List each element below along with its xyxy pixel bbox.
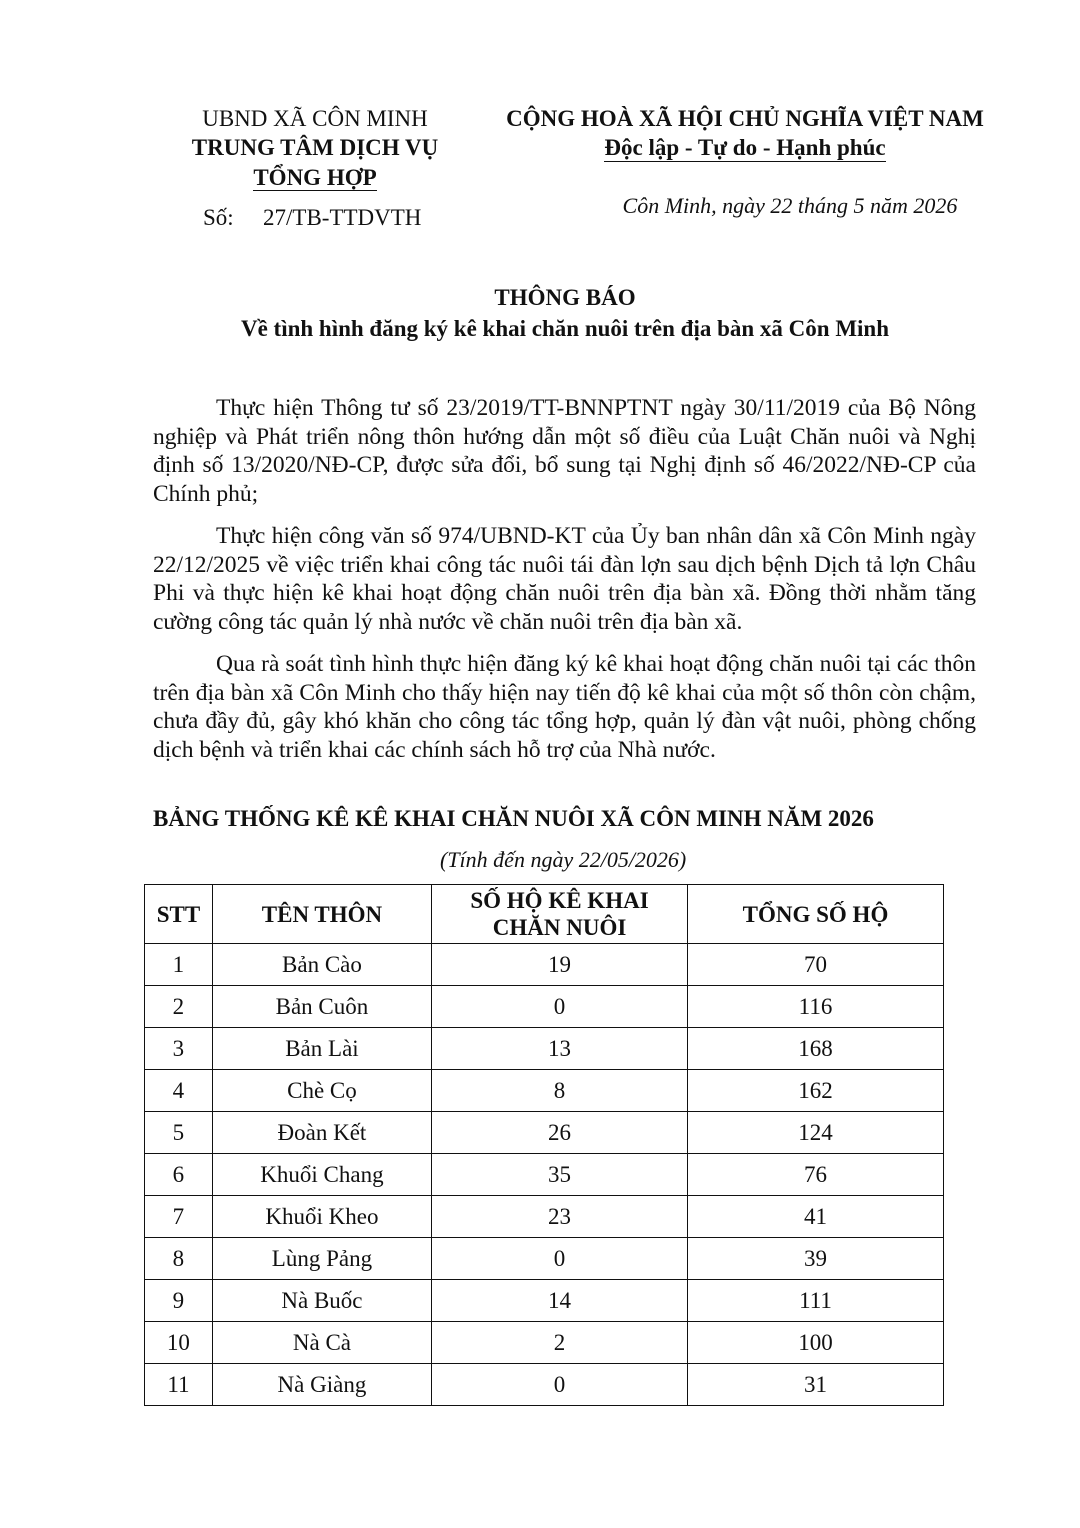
cell-stt: 10 xyxy=(145,1322,213,1364)
header-registered-line2: CHĂN NUÔI xyxy=(492,915,627,940)
header-stt: STT xyxy=(145,885,213,944)
cell-village: Bản Lài xyxy=(212,1028,431,1070)
table-title: BẢNG THỐNG KÊ KÊ KHAI CHĂN NUÔI XÃ CÔN MINH NĂM 2026 xyxy=(153,806,874,831)
cell-total: 124 xyxy=(688,1112,944,1154)
table-row xyxy=(145,1028,944,1070)
table-header-row xyxy=(145,885,944,944)
cell-stt: 5 xyxy=(145,1112,213,1154)
cell-village: Nà Giàng xyxy=(212,1364,431,1406)
header-village: TÊN THÔN xyxy=(212,885,431,944)
national-motto xyxy=(490,133,1000,163)
cell-stt: 7 xyxy=(145,1196,213,1238)
agency-name-line2 xyxy=(150,163,480,193)
table-row xyxy=(145,1322,944,1364)
cell-registered: 23 xyxy=(432,1196,688,1238)
cell-village: Bản Cào xyxy=(212,944,431,986)
document-subtitle: Về tình hình đăng ký kê khai chăn nuôi trên địa bàn xã Côn Minh xyxy=(240,316,890,341)
agency-parent: UBND XÃ CÔN MINH xyxy=(202,106,428,131)
header-total: TỔNG SỐ HỘ xyxy=(688,885,944,944)
agency-name-line1: TRUNG TÂM DỊCH VỤ xyxy=(191,135,439,160)
table-note: (Tính đến ngày 22/05/2026) xyxy=(440,847,687,872)
table-row xyxy=(145,1280,944,1322)
cell-stt: 1 xyxy=(145,944,213,986)
cell-stt: 3 xyxy=(145,1028,213,1070)
cell-registered: 35 xyxy=(432,1154,688,1196)
document-number-label: Số: xyxy=(203,205,234,230)
header-registered-line1: SỐ HỘ KÊ KHAI xyxy=(470,888,649,913)
cell-registered: 13 xyxy=(432,1028,688,1070)
agency-name-line2-text: TỔNG HỢP xyxy=(253,165,377,190)
cell-registered: 19 xyxy=(432,944,688,986)
cell-total: 116 xyxy=(688,986,944,1028)
cell-registered: 2 xyxy=(432,1322,688,1364)
cell-village: Nà Cà xyxy=(212,1322,431,1364)
cell-village: Chè Cọ xyxy=(212,1070,431,1112)
cell-total: 70 xyxy=(688,944,944,986)
table-row xyxy=(145,986,944,1028)
cell-registered: 0 xyxy=(432,986,688,1028)
cell-stt: 2 xyxy=(145,986,213,1028)
cell-total: 31 xyxy=(688,1364,944,1406)
cell-village: Nà Buốc xyxy=(212,1280,431,1322)
document-title: THÔNG BÁO xyxy=(494,285,636,310)
cell-registered: 0 xyxy=(432,1364,688,1406)
table-row xyxy=(145,1112,944,1154)
cell-total: 39 xyxy=(688,1238,944,1280)
livestock-registration-table xyxy=(144,884,944,1406)
cell-total: 168 xyxy=(688,1028,944,1070)
cell-village: Bản Cuôn xyxy=(212,986,431,1028)
cell-total: 100 xyxy=(688,1322,944,1364)
cell-stt: 9 xyxy=(145,1280,213,1322)
document-number-value: 27/TB-TTDVTH xyxy=(263,205,422,230)
document-number xyxy=(203,203,421,233)
table-row xyxy=(145,1070,944,1112)
cell-total: 162 xyxy=(688,1070,944,1112)
cell-registered: 26 xyxy=(432,1112,688,1154)
cell-village: Khuổi Kheo xyxy=(212,1196,431,1238)
cell-registered: 0 xyxy=(432,1238,688,1280)
table-row xyxy=(145,944,944,986)
cell-total: 41 xyxy=(688,1196,944,1238)
cell-village: Lùng Pảng xyxy=(212,1238,431,1280)
table-body xyxy=(145,944,944,1406)
cell-total: 76 xyxy=(688,1154,944,1196)
table-row xyxy=(145,1364,944,1406)
cell-stt: 6 xyxy=(145,1154,213,1196)
cell-village: Khuổi Chang xyxy=(212,1154,431,1196)
national-motto-text: Độc lập - Tự do - Hạnh phúc xyxy=(604,135,886,160)
cell-stt: 4 xyxy=(145,1070,213,1112)
cell-village: Đoàn Kết xyxy=(212,1112,431,1154)
cell-stt: 11 xyxy=(145,1364,213,1406)
header-registered xyxy=(432,885,688,944)
cell-registered: 14 xyxy=(432,1280,688,1322)
body-paragraph-1: Thực hiện Thông tư số 23/2019/TT-BNNPTNT ngày 30/11/2019 của Bộ Nông nghiệp và Phát triển nông thôn hướng dẫn một số điều của Luật Chăn nuôi và Nghị định số 13/2020/NĐ-CP, được sửa đổi, bổ sung tại Nghị định số 46/2022/NĐ-CP của Chính phủ; xyxy=(153,395,976,507)
table-row xyxy=(145,1196,944,1238)
cell-total: 111 xyxy=(688,1280,944,1322)
cell-stt: 8 xyxy=(145,1238,213,1280)
body-paragraph-3: Qua rà soát tình hình thực hiện đăng ký kê khai hoạt động chăn nuôi tại các thôn trên địa bàn xã Côn Minh cho thấy hiện nay tiến độ kê khai của một số thôn còn chậm, chưa đầy đủ, gây khó khăn cho công tác tổng hợp, quản lý đàn vật nuôi, phòng chống dịch bệnh và triển khai các chính sách hỗ trợ của Nhà nước. xyxy=(153,651,976,763)
national-title: CỘNG HOÀ XÃ HỘI CHỦ NGHĨA VIỆT NAM xyxy=(506,106,984,131)
table-row xyxy=(145,1154,944,1196)
table-row xyxy=(145,1238,944,1280)
cell-registered: 8 xyxy=(432,1070,688,1112)
body-paragraph-2: Thực hiện công văn số 974/UBND-KT của Ủy ban nhân dân xã Côn Minh ngày 22/12/2025 về việc triển khai công tác nuôi tái đàn lợn sau dịch bệnh Dịch tả lợn Châu Phi và thực hiện kê khai hoạt động chăn nuôi trên địa bàn xã. Đồng thời nhằm tăng cường công tác quản lý nhà nước về chăn nuôi trên địa bàn xã. xyxy=(153,523,976,635)
issue-date: Côn Minh, ngày 22 tháng 5 năm 2026 xyxy=(622,193,958,218)
